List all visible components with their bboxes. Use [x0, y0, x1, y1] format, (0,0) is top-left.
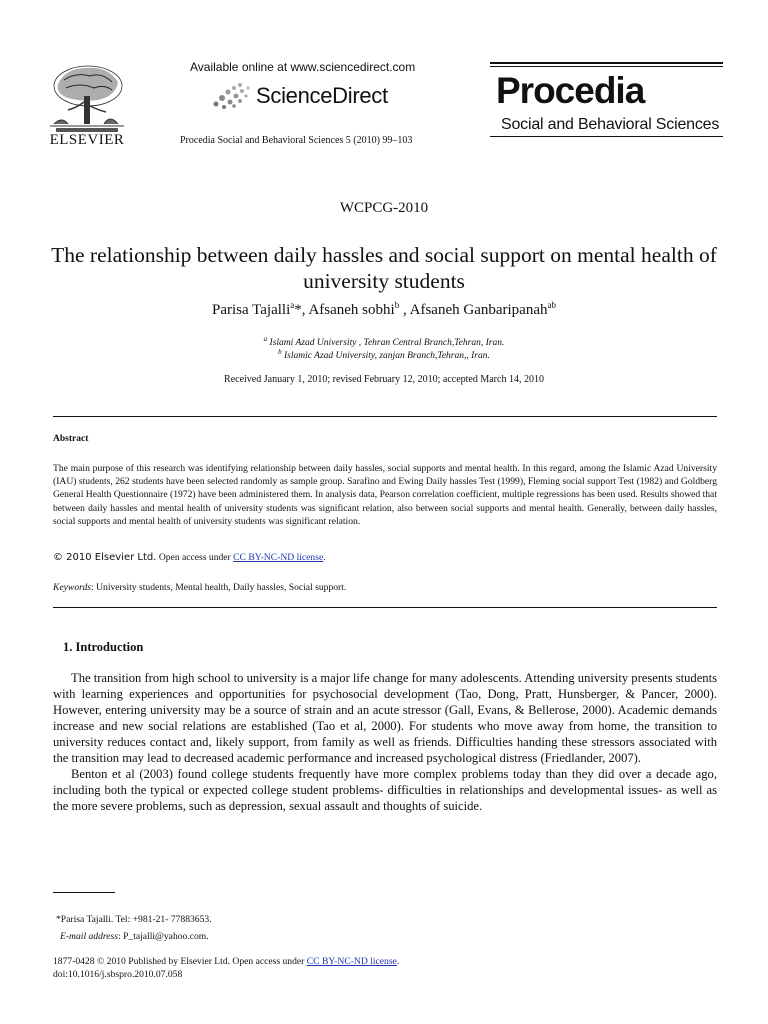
body-paragraph: Benton et al (2003) found college students frequently have more complex problems today than they did over a decade ago, including both the typical or expected college student problems- difficulties in relationships and developmental issues- as well as the more severe problems, such as depression, sexual assault and thoughts of suicide. — [53, 767, 717, 813]
received-dates: Received January 1, 2010; revised February 12, 2010; accepted March 14, 2010 — [224, 374, 544, 385]
elsevier-tree-logo — [46, 62, 128, 134]
journal-citation: Procedia Social and Behavioral Sciences 5 (2010) 99–103 — [180, 135, 413, 146]
body-paragraph: The transition from high school to university is a major life change for many adolescents. Attending university presents students with learning experiences and opportunities for psychosocial development (Tao, Dong, Pratt, Hunsberger, & Pancer, 2000). However, entering university may be a source of strain and an acute stressor (Gall, Evans, & Bellerose, 2000). Academic demands increase and new social relations are established (Tao et al, 2000). For students who move away from home, the transition to university reduces contact and, likely support, from family as well as friends. Difficulties handing these stressors associated with the transition may lead to decreased academic performance and increased psychological distress (Friedlander, 2007). — [53, 671, 717, 765]
issn-line — [53, 955, 399, 968]
affiliation-text: Islami Azad University , Tehran Central Branch,Tehran, Iran. — [267, 338, 505, 349]
available-online-text: Available online at www.sciencedirect.com — [190, 60, 416, 74]
affiliation-mark: a — [263, 335, 268, 343]
keywords — [53, 582, 346, 593]
email-footnote — [60, 931, 209, 942]
license-period: . — [396, 956, 400, 967]
sciencedirect-dots-icon — [212, 80, 256, 114]
license-link-footer[interactable]: CC BY-NC-ND license — [306, 956, 397, 967]
affiliation-text: Islamic Azad University, zanjan Branch,Tehran,, Iran. — [281, 351, 490, 362]
author-affiliation-mark: b — [394, 300, 400, 310]
corresponding-author-footnote: *Parisa Tajalli. Tel: +981-21- 77883653. — [56, 914, 212, 925]
author-list — [0, 300, 768, 319]
procedia-subtitle: Social and Behavioral Sciences — [501, 116, 720, 133]
open-access-text: Open access under — [156, 552, 234, 563]
copyright-text: © 2010 Elsevier Ltd. — [53, 552, 157, 563]
publisher-name: ELSEVIER — [49, 132, 125, 148]
author-name: Parisa Tajalli — [212, 302, 291, 318]
sciencedirect-wordmark: ScienceDirect — [256, 83, 388, 108]
procedia-rule-top-thin — [490, 66, 723, 67]
license-link[interactable]: CC BY-NC-ND license — [233, 552, 324, 563]
procedia-rule-bottom — [490, 136, 723, 137]
abstract-text: The main purpose of this research was identifying relationship between daily hassles, social supports and mental health. In this regard, among the Islamic Azad University (IAU) students, 262 students have been selected randomly as sample group. Sarafino and Ewing Daily hassles Test (1999), Fleming social support Test (1982) and Goldberg General Health Questionnaire (1972) have been administered them. In analysis data, Pearson correlation coefficient, multiple regressions has been used. Results showed that between daily hassles and mental health of university students was significant relation, also between social supports and mental health. Generally, between daily hassles, social supports and mental health of university students was significant relation. — [53, 463, 717, 527]
affiliation-a — [0, 335, 768, 348]
keywords-label: Keywords — [53, 582, 92, 593]
author-affiliation-mark: ab — [547, 300, 556, 310]
license-period: . — [323, 552, 326, 563]
abstract-copyright — [53, 552, 326, 563]
author-name: Afsaneh Ganbaripanah — [409, 302, 548, 318]
affiliation-mark: b — [278, 348, 282, 356]
doi: doi:10.1016/j.sbspro.2010.07.058 — [53, 969, 183, 980]
author-mark: *, — [294, 302, 306, 318]
divider-top — [53, 416, 717, 417]
email-label: E-mail address — [60, 931, 119, 942]
email-address: : P_tajalli@yahoo.com. — [118, 931, 209, 942]
keywords-text: : University students, Mental health, Daily hassles, Social support. — [91, 582, 347, 593]
divider-bottom — [53, 607, 717, 608]
issn-text: 1877-0428 © 2010 Published by Elsevier Ltd. — [53, 956, 231, 967]
procedia-wordmark: Procedia — [496, 70, 645, 111]
footnote-rule — [53, 892, 115, 893]
issn-open-access: Open access under — [230, 956, 307, 967]
section-heading-introduction: 1. Introduction — [63, 640, 144, 654]
sciencedirect-logo — [212, 80, 412, 114]
author-affiliation-mark: a — [290, 300, 295, 310]
procedia-rule-top — [490, 62, 723, 64]
introduction-body — [53, 670, 717, 814]
affiliation-b — [0, 348, 768, 361]
author-name: Afsaneh sobhi — [308, 302, 395, 318]
conference-name: WCPCG-2010 — [339, 200, 429, 216]
issn-block — [53, 955, 399, 981]
abstract-heading: Abstract — [53, 434, 89, 444]
article-title: The relationship between daily hassles and social support on mental health of university students — [51, 243, 717, 293]
author-mark: , — [402, 302, 407, 318]
